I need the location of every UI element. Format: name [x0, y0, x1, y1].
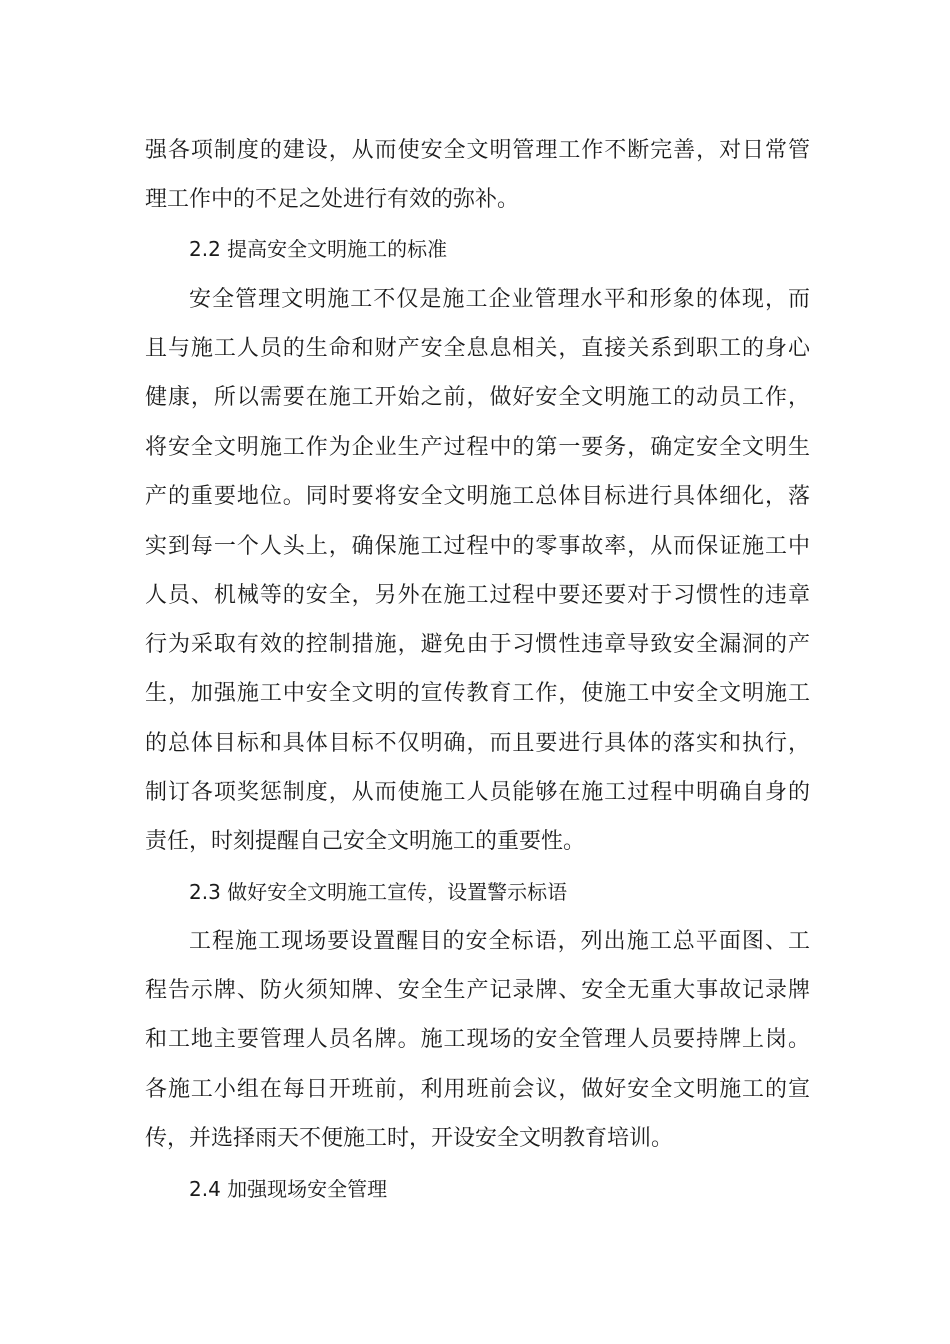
paragraph-line: 各施工小组在每日开班前，利用班前会议，做好安全文明施工的宣	[145, 1077, 810, 1102]
paragraph-line: 行为采取有效的控制措施，避免由于习惯性违章导致安全漏洞的产	[145, 632, 810, 657]
paragraph-line: 将安全文明施工作为企业生产过程中的第一要务，确定安全文明生	[145, 435, 810, 460]
section-heading-2-3: 2.3 做好安全文明施工宣传，设置警示标语	[189, 880, 568, 904]
section-heading-2-2: 2.2 提高安全文明施工的标准	[189, 237, 448, 261]
paragraph-line: 产的重要地位。同时要将安全文明施工总体目标进行具体细化，落	[145, 484, 810, 509]
paragraph-line: 理工作中的不足之处进行有效的弥补。	[145, 187, 520, 212]
paragraph-line: 程告示牌、防火须知牌、安全生产记录牌、安全无重大事故记录牌	[145, 978, 810, 1003]
paragraph-line: 责任，时刻提醒自己安全文明施工的重要性。	[145, 829, 586, 854]
paragraph-line: 且与施工人员的生命和财产安全息息相关，直接关系到职工的身心	[145, 336, 810, 361]
paragraph-line: 和工地主要管理人员名牌。施工现场的安全管理人员要持牌上岗。	[145, 1027, 810, 1052]
paragraph-line: 生，加强施工中安全文明的宣传教育工作，使施工中安全文明施工	[145, 681, 810, 706]
paragraph-line: 人员、机械等的安全，另外在施工过程中要还要对于习惯性的违章	[145, 583, 810, 608]
paragraph-line: 健康，所以需要在施工开始之前，做好安全文明施工的动员工作，	[145, 385, 810, 410]
paragraph-line: 安全管理文明施工不仅是施工企业管理水平和形象的体现，而	[189, 287, 810, 312]
paragraph-line: 强各项制度的建设，从而使安全文明管理工作不断完善，对日常管	[145, 138, 810, 163]
paragraph-line: 制订各项奖惩制度，从而使施工人员能够在施工过程中明确自身的	[145, 780, 810, 805]
paragraph-line: 实到每一个人头上，确保施工过程中的零事故率，从而保证施工中	[145, 534, 810, 559]
paragraph-line: 的总体目标和具体目标不仅明确，而且要进行具体的落实和执行，	[145, 731, 810, 756]
paragraph-line: 工程施工现场要设置醒目的安全标语，列出施工总平面图、工	[189, 929, 810, 954]
paragraph-line: 传，并选择雨天不便施工时，开设安全文明教育培训。	[145, 1126, 674, 1151]
section-heading-2-4: 2.4 加强现场安全管理	[189, 1177, 388, 1201]
